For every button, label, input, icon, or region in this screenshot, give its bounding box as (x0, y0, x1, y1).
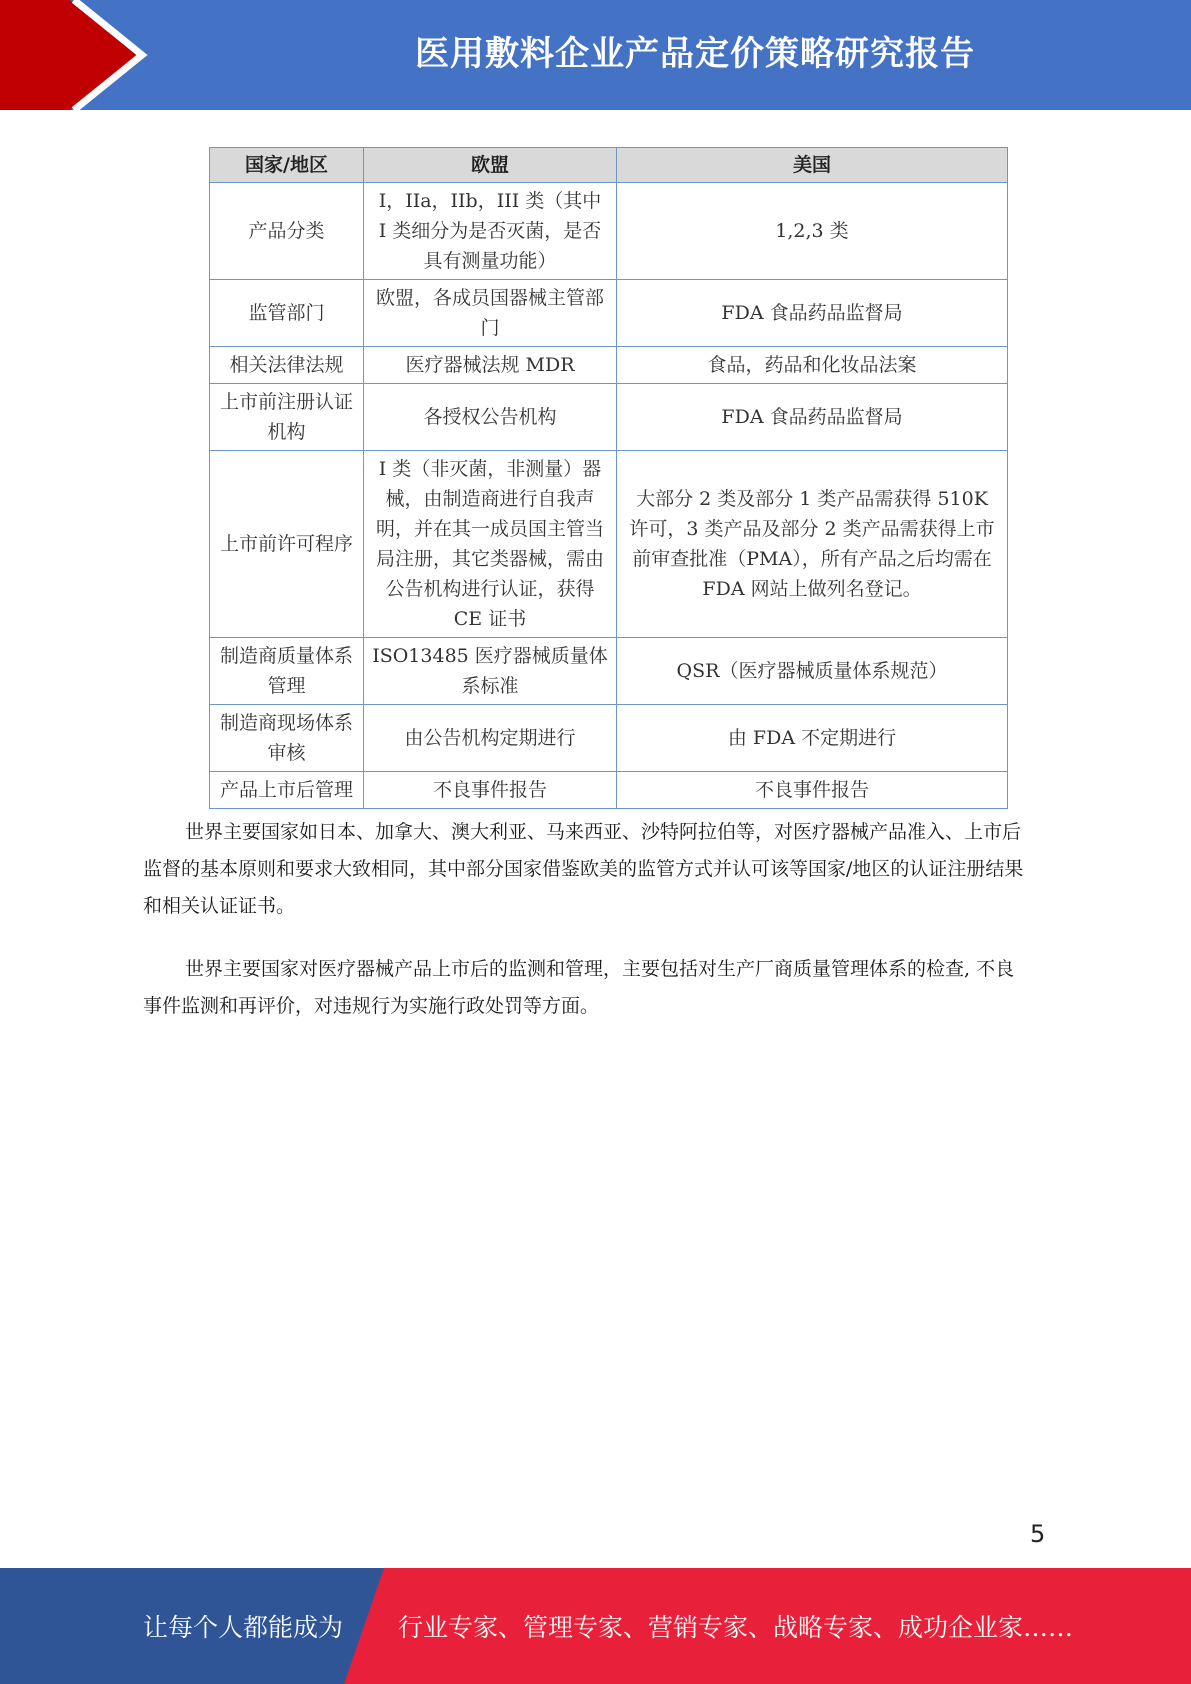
cell-region: 制造商质量体系管理 (210, 638, 364, 705)
cell-eu: 各授权公告机构 (364, 384, 617, 451)
report-title: 医用敷料企业产品定价策略研究报告 (415, 34, 975, 74)
footer-band (0, 1568, 1191, 1684)
table-row (210, 705, 1008, 772)
page-number: 5 (1030, 1520, 1046, 1548)
cell-region: 上市前注册认证机构 (210, 384, 364, 451)
cell-eu: 由公告机构定期进行 (364, 705, 617, 772)
body-paragraph-1: 世界主要国家如日本、加拿大、澳大利亚、马来西亚、沙特阿拉伯等，对医疗器械产品准入、上市后监督的基本原则和要求大致相同，其中部分国家借鉴欧美的监管方式并认可该等国家/地区的认证注册结果和相关认证证书。 (143, 821, 1024, 917)
cell-us: FDA 食品药品监督局 (617, 384, 1008, 451)
footer-slogan-left: 让每个人都能成为 (143, 1613, 344, 1642)
cell-eu: ISO13485 医疗器械质量体系标准 (364, 638, 617, 705)
regulation-comparison-table (209, 147, 1008, 809)
header-eu: 欧盟 (364, 148, 617, 183)
cell-region: 产品上市后管理 (210, 772, 364, 809)
table-row (210, 347, 1008, 384)
cell-region: 制造商现场体系审核 (210, 705, 364, 772)
header-chevron-decoration (0, 0, 160, 110)
cell-eu: I，IIa，IIb，III 类（其中 I 类细分为是否灭菌，是否具有测量功能） (364, 183, 617, 280)
cell-region: 产品分类 (210, 183, 364, 280)
header-region: 国家/地区 (210, 148, 364, 183)
cell-eu: 欧盟，各成员国器械主管部门 (364, 280, 617, 347)
cell-eu: 不良事件报告 (364, 772, 617, 809)
cell-us: 食品，药品和化妆品法案 (617, 347, 1008, 384)
table-row (210, 280, 1008, 347)
cell-us: 由 FDA 不定期进行 (617, 705, 1008, 772)
cell-us: 1,2,3 类 (617, 183, 1008, 280)
table-row (210, 638, 1008, 705)
table-row (210, 384, 1008, 451)
cell-region: 上市前许可程序 (210, 451, 364, 638)
header-us: 美国 (617, 148, 1008, 183)
table-header-row (210, 148, 1008, 183)
footer-slogan-right: 行业专家、管理专家、营销专家、战略专家、成功企业家…… (398, 1613, 1074, 1642)
body-paragraph-2: 世界主要国家对医疗器械产品上市后的监测和管理，主要包括对生产厂商质量管理体系的检查, 不良事件监测和再评价，对违规行为实施行政处罚等方面。 (143, 958, 1015, 1017)
cell-region: 监管部门 (210, 280, 364, 347)
cell-us: 大部分 2 类及部分 1 类产品需获得 510K 许可，3 类产品及部分 2 类产品需获得上市前审查批准（PMA），所有产品之后均需在 FDA 网站上做列名登记。 (617, 451, 1008, 638)
table-row (210, 451, 1008, 638)
cell-us: 不良事件报告 (617, 772, 1008, 809)
cell-region: 相关法律法规 (210, 347, 364, 384)
cell-us: FDA 食品药品监督局 (617, 280, 1008, 347)
cell-eu: I 类（非灭菌，非测量）器械，由制造商进行自我声明，并在其一成员国主管当局注册，其它类器械，需由公告机构进行认证，获得 CE 证书 (364, 451, 617, 638)
cell-us: QSR（医疗器械质量体系规范） (617, 638, 1008, 705)
table-row (210, 772, 1008, 809)
table-row (210, 183, 1008, 280)
header-band (0, 0, 1191, 110)
cell-eu: 医疗器械法规 MDR (364, 347, 617, 384)
